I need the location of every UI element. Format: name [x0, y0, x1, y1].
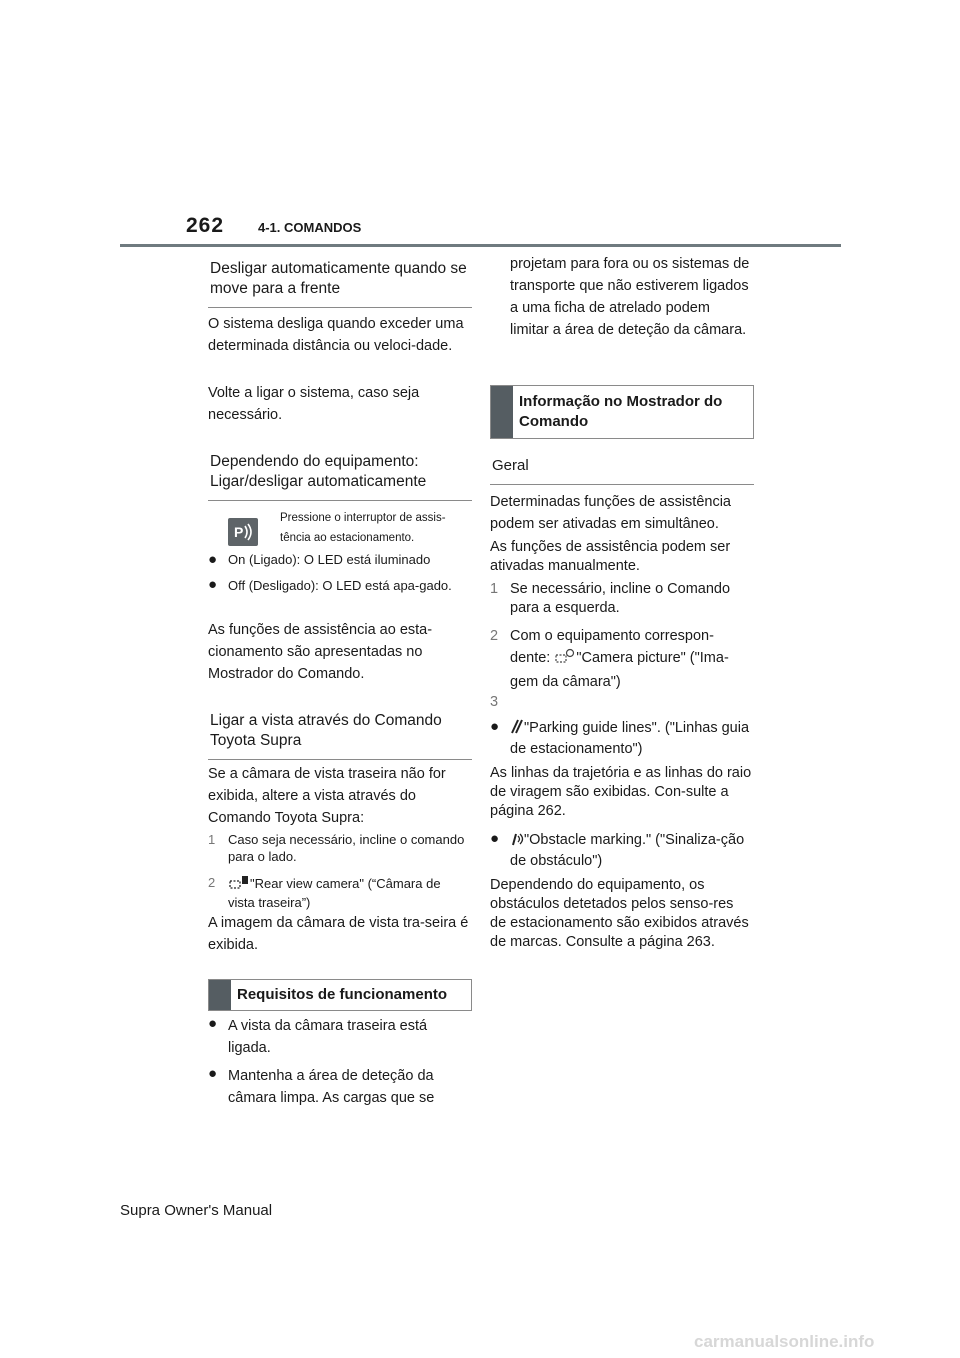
guide-lines-icon [510, 718, 524, 740]
section-title: 4-1. COMANDOS [258, 220, 362, 235]
heading-info-text: Informação no Mostrador do Comando [519, 393, 723, 430]
step-2-number: 2 [208, 875, 216, 890]
bullet-obstacle-text: "Obstacle marking." ("Sinaliza-ção de obstáculo") [510, 832, 745, 869]
heading-requirements-text: Requisitos de funcionamento [237, 986, 448, 1003]
right-step-2-text-b: "Camera picture" ("Ima-gem da câmara") [510, 650, 729, 690]
right-step-2 [490, 625, 752, 693]
camera-picture-icon [554, 648, 576, 671]
paragraph-continue: projetam para fora ou os sistemas de transporte que não estiverem ligados a uma ficha de atrelado podem limitar a área de deteção da câmara. [510, 256, 750, 338]
step-1-text: Caso seja necessário, incline o comando para o lado. [228, 832, 465, 864]
step-1 [208, 831, 470, 865]
rear-camera-icon [228, 874, 250, 894]
paragraph-view: Se a câmara de vista traseira não for exibida, altere a vista através do Comando Toyota Supra: [208, 766, 446, 826]
right-step-1 [490, 580, 752, 618]
heading-requirements [208, 979, 472, 1011]
obstacle-icon [510, 830, 524, 852]
step-2 [208, 874, 470, 911]
right-step-3-number: 3 [490, 694, 499, 710]
bullet-on-text: On (Ligado): O LED está iluminado [228, 552, 431, 567]
bullet-on [208, 551, 470, 568]
bullet-guide-lines [490, 718, 752, 759]
heading-auto-off: Desligar automaticamente quando se move para a frente [208, 251, 472, 308]
heading-equipment: Dependendo do equipamento: Ligar/desligar automaticamente [208, 444, 472, 501]
paragraph-auto-off-2: Volte a ligar o sistema, caso seja necessário. [208, 385, 420, 423]
bullet-off-text: Off (Desligado): O LED está apa-gado. [228, 578, 452, 593]
paragraph-lines: As linhas da trajetória e as linhas do raio de viragem são exibidas. Con-sulte a página 262. [490, 765, 752, 819]
heading-view: Ligar a vista através do Comando Toyota Supra [208, 703, 472, 760]
right-step-2-number: 2 [490, 628, 499, 644]
paragraph-general-2: As funções de assistência podem ser ativadas manualmente. [490, 539, 731, 574]
bullet-dot: ● [208, 576, 218, 593]
step-2-text: "Rear view camera" (“Câmara de vista traseira”) [228, 876, 441, 910]
paragraph-auto-off-1: O sistema desliga quando exceder uma determinada distância ou veloci-dade. [208, 316, 464, 354]
icon-note: Pressione o interruptor de assis-tência ao estacionamento. [280, 512, 446, 544]
watermark: carmanualsonline.info [694, 1332, 875, 1351]
requirement-2 [208, 1065, 470, 1109]
bullet-dot: ● [208, 551, 218, 568]
step-1-number: 1 [208, 832, 216, 847]
requirement-1 [208, 1015, 470, 1059]
bullet-guide-lines-text: "Parking guide lines". ("Linhas guia de estacionamento") [510, 720, 750, 757]
right-step-1-number: 1 [490, 581, 499, 597]
bullet-dot: ● [208, 1065, 218, 1082]
bullet-off [208, 576, 470, 596]
paragraph-image: A imagem da câmara de vista tra-seira é exibida. [208, 915, 469, 953]
footer-manual-title: Supra Owner's Manual [120, 1202, 273, 1219]
bullet-dot: ● [208, 1015, 218, 1032]
header-rule [120, 244, 841, 247]
requirement-2-text: Mantenha a área de deteção da câmara limpa. As cargas que se [228, 1068, 435, 1106]
right-step-1-text: Se necessário, incline o Comando para a esquerda. [510, 581, 731, 616]
heading-general: Geral [490, 448, 754, 485]
bullet-dot: ● [490, 830, 500, 847]
requirement-1-text: A vista da câmara traseira está ligada. [228, 1018, 428, 1056]
paragraph-general-1: Determinadas funções de assistência podem ser ativadas em simultâneo. [490, 494, 731, 532]
svg-text:P: P [234, 524, 244, 540]
bullet-dot: ● [490, 718, 500, 735]
heading-bar [491, 386, 513, 438]
right-step-2-text-a: Com o equipamento correspon-dente: [510, 628, 714, 666]
bullet-obstacle [490, 830, 752, 871]
heading-bar [209, 980, 231, 1010]
heading-info [490, 385, 754, 439]
page-number: 262 [186, 214, 225, 237]
paragraph-functions: As funções de assistência ao esta-cionamento são apresentadas no Mostrador do Comando. [208, 622, 433, 682]
parking-assist-icon [228, 518, 258, 546]
paragraph-obstacle: Dependendo do equipamento, os obstáculos detetados pelos senso-res de estacionamento são exibidos através de marcas. Consulte a página 263. [490, 877, 749, 950]
